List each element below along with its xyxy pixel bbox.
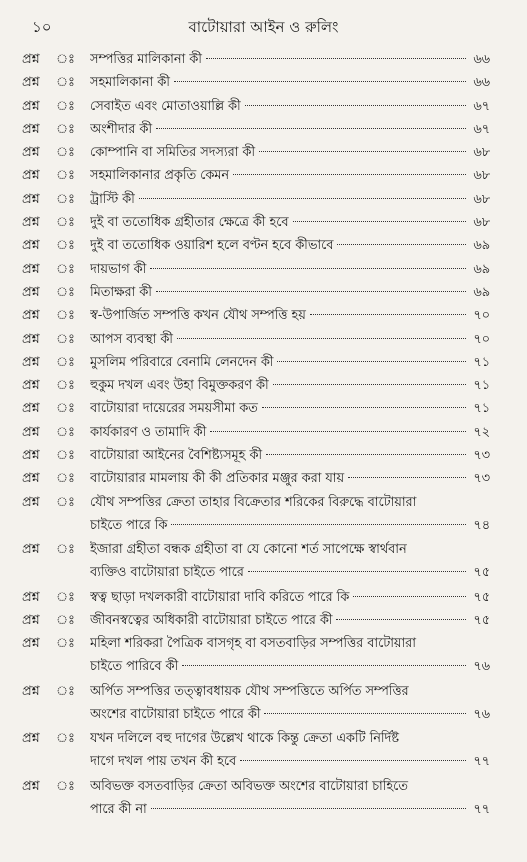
entry-text (90, 48, 490, 71)
entry-page-number: ৭০ (473, 308, 490, 324)
entry-title-line: জীবনস্বত্বের অধিকারী বাটোয়ারা চাইতে পারে কী (90, 612, 333, 628)
toc-entry (0, 374, 527, 397)
entry-page-number: ৬৮ (473, 191, 490, 207)
running-title: বাটোয়ারা আইন ও রুলিং (188, 18, 339, 36)
dot-leader (150, 268, 466, 269)
entry-page-number: ৬৮ (473, 215, 490, 231)
entry-title-line: চাইতে পারে কি (90, 517, 168, 533)
toc-entry (0, 48, 527, 71)
question-colon: ঃ (56, 612, 75, 628)
question-label: প্রশ্ন (22, 401, 40, 417)
question-colon: ঃ (56, 683, 75, 699)
toc-entry (0, 444, 527, 467)
question-colon: ঃ (56, 354, 75, 370)
entry-title-line: অংশীদার কী (90, 121, 152, 137)
entry-text (90, 609, 490, 632)
dot-leader (248, 571, 466, 572)
dot-leader (259, 151, 466, 152)
entry-title-line: মুসলিম পরিবারে বেনামি লেনদেন কী (90, 354, 274, 370)
question-label: প্রশ্ন (22, 52, 40, 67)
dot-leader (337, 244, 466, 245)
entry-page-number: ৭১ (473, 401, 490, 417)
question-colon: ঃ (56, 284, 75, 300)
entry-text (90, 538, 490, 584)
entry-page-number: ৭৭ (473, 801, 490, 817)
entry-text (90, 71, 490, 94)
toc-entry (0, 775, 527, 823)
toc-entry (0, 632, 527, 680)
question-colon: ঃ (56, 168, 75, 184)
entry-page-number: ৭৩ (473, 448, 490, 464)
toc-entry (0, 328, 527, 351)
entry-title-line: সম্পত্তির মালিকানা কী (90, 52, 202, 67)
toc-entry (0, 71, 527, 94)
question-colon: ঃ (56, 378, 75, 394)
question-colon: ঃ (56, 731, 75, 747)
entry-page-number: ৬৮ (473, 145, 490, 161)
entry-page-number: ৭৬ (473, 706, 490, 722)
entry-page-number: ৭৫ (473, 589, 490, 605)
entry-text (90, 281, 490, 304)
toc-entry (0, 680, 527, 728)
dot-leader (174, 81, 466, 82)
question-colon: ঃ (56, 98, 75, 114)
toc-entry (0, 164, 527, 187)
dot-leader (310, 314, 466, 315)
question-label: প্রশ্ন (22, 683, 40, 699)
entry-text (90, 586, 490, 609)
question-label: প্রশ্ন (22, 238, 40, 254)
entry-page-number: ৬৯ (473, 261, 490, 277)
question-label: প্রশ্ন (22, 731, 40, 747)
question-colon: ঃ (56, 494, 75, 510)
page-number: ১০ (32, 18, 52, 36)
entry-title-line: মহিলা শরিকরা পৈত্রিক বাসগৃহ বা বসতবাড়ির সম্পত্তির বাটোয়ারা (90, 636, 416, 652)
entry-text (90, 397, 490, 420)
question-label: প্রশ্ন (22, 75, 40, 91)
table-of-contents (0, 48, 527, 822)
dot-leader (240, 760, 466, 761)
entry-page-number: ৭৭ (473, 754, 490, 770)
entry-text (90, 234, 490, 257)
entry-title-line: হুকুম দখল এবং উহা বিমুক্তকরণ কী (90, 378, 269, 394)
question-colon: ঃ (56, 308, 75, 324)
dot-leader (177, 338, 466, 339)
entry-title-line: কার্যকারণ ও তামাদি কী (90, 424, 207, 440)
entry-page-number: ৬৯ (473, 284, 490, 300)
question-label: প্রশ্ন (22, 121, 40, 137)
question-colon: ঃ (56, 261, 75, 277)
dot-leader (151, 808, 466, 809)
question-label: প্রশ্ন (22, 98, 40, 114)
entry-page-number: ৭৬ (473, 659, 490, 675)
entry-title-line: ব্যক্তিও বাটোয়ারা চাইতে পারে (90, 565, 244, 581)
entry-title-line: ইজারা গ্রহীতা বন্ধক গ্রহীতা বা যে কোনো শর্ত সাপেক্ষে স্বার্থবান (90, 542, 407, 558)
question-label: প্রশ্ন (22, 378, 40, 394)
dot-leader (245, 105, 466, 106)
entry-text (90, 118, 490, 141)
entry-title-line: অর্পিত সম্পত্তির তত্ত্বাবধায়ক যৌথ সম্পত্তিতে অর্পিত সম্পত্তির (90, 683, 409, 699)
toc-entry (0, 609, 527, 632)
question-label: প্রশ্ন (22, 145, 40, 161)
question-label: প্রশ্ন (22, 424, 40, 440)
question-label: প্রশ্ন (22, 778, 40, 794)
entry-text (90, 727, 490, 773)
toc-entry (0, 397, 527, 420)
entry-text (90, 188, 490, 211)
entry-title-line: যখন দলিলে বহু দাগের উল্লেখ থাকে কিন্তু ক্রেতা একটি নির্দিষ্ট (90, 731, 399, 747)
question-colon: ঃ (56, 424, 75, 440)
dot-leader (348, 477, 466, 478)
entry-page-number: ৭১ (473, 378, 490, 394)
dot-leader (262, 407, 466, 408)
entry-text (90, 374, 490, 397)
entry-title-line: বাটোয়ারা দায়েরের সময়সীমা কত (90, 401, 258, 417)
entry-title-line: মিতাক্ষরা কী (90, 284, 152, 300)
question-colon: ঃ (56, 121, 75, 137)
dot-leader (210, 431, 466, 432)
entry-page-number: ৬৭ (473, 98, 490, 114)
toc-entry (0, 538, 527, 586)
entry-title-line: দায়ভাগ কী (90, 261, 147, 277)
question-colon: ঃ (56, 331, 75, 347)
entry-text (90, 421, 490, 444)
entry-title-line: দুই বা ততোধিক গ্রহীতার ক্ষেত্রে কী হবে (90, 215, 289, 231)
toc-entry (0, 211, 527, 234)
entry-text (90, 491, 490, 537)
entry-text (90, 467, 490, 490)
entry-title-line: বাটোয়ারার মামলায় কী কী প্রতিকার মঞ্জুর করা যায় (90, 471, 345, 487)
dot-leader (139, 198, 466, 199)
entry-text (90, 211, 490, 234)
entry-title-line: আপস ব্যবস্থা কী (90, 331, 173, 347)
entry-page-number: ৭১ (473, 354, 490, 370)
dot-leader (353, 596, 466, 597)
question-colon: ঃ (56, 636, 75, 652)
question-colon: ঃ (56, 215, 75, 231)
entry-page-number: ৬৯ (473, 238, 490, 254)
entry-text (90, 775, 490, 821)
dot-leader (182, 665, 466, 666)
toc-entry (0, 304, 527, 327)
toc-entry (0, 141, 527, 164)
toc-entry (0, 281, 527, 304)
entry-page-number: ৭৪ (473, 517, 490, 533)
question-label: প্রশ্ন (22, 261, 40, 277)
dot-leader (277, 361, 466, 362)
dot-leader (273, 384, 466, 385)
dot-leader (266, 454, 466, 455)
entry-title-line: অবিভক্ত বসতবাড়ির ক্রেতা অবিভক্ত অংশের বাটোয়ারা চাহিতে (90, 778, 408, 794)
entry-title-line: অংশের বাটোয়ারা চাইতে পারে কী (90, 706, 261, 722)
entry-title-line: বাটোয়ারা আইনের বৈশিষ্ট্যসমূহ কী (90, 448, 263, 464)
toc-entry (0, 491, 527, 539)
dot-leader (156, 291, 466, 292)
question-label: প্রশ্ন (22, 168, 40, 184)
entry-title-line: চাইতে পারিবে কী (90, 659, 179, 675)
question-label: প্রশ্ন (22, 636, 40, 652)
question-label: প্রশ্ন (22, 494, 40, 510)
question-colon: ঃ (56, 75, 75, 91)
entry-text (90, 351, 490, 374)
entry-page-number: ৭৫ (473, 565, 490, 581)
toc-entry (0, 234, 527, 257)
entry-page-number: ৭৫ (473, 612, 490, 628)
dot-leader (206, 58, 466, 59)
toc-entry (0, 188, 527, 211)
entry-text (90, 328, 490, 351)
entry-page-number: ৬৭ (473, 121, 490, 137)
question-label: প্রশ্ন (22, 612, 40, 628)
entry-title-line: স্ব-উপার্জিত সম্পত্তি কখন যৌথ সম্পত্তি হয় (90, 308, 306, 324)
entry-title-line: কোম্পানি বা সমিতির সদস্যরা কী (90, 145, 256, 161)
question-label: প্রশ্ন (22, 471, 40, 487)
question-label: প্রশ্ন (22, 308, 40, 324)
question-colon: ঃ (56, 238, 75, 254)
entry-title-line: সেবাইত এবং মোতাওয়াল্লি কী (90, 98, 241, 114)
toc-entry (0, 118, 527, 141)
dot-leader (233, 174, 466, 175)
entry-title-line: পারে কী না (90, 801, 147, 817)
question-label: প্রশ্ন (22, 191, 40, 207)
toc-entry (0, 421, 527, 444)
entry-title-line: দাগে দখল পায় তখন কী হবে (90, 754, 237, 770)
toc-entry (0, 95, 527, 118)
entry-title-line: যৌথ সম্পত্তির ক্রেতা তাহার বিক্রেতার শরিকের বিরুদ্ধে বাটোয়ারা (90, 494, 417, 510)
entry-text (90, 444, 490, 467)
question-colon: ঃ (56, 471, 75, 487)
question-colon: ঃ (56, 778, 75, 794)
question-label: প্রশ্ন (22, 215, 40, 231)
dot-leader (264, 713, 466, 714)
toc-entry (0, 258, 527, 281)
question-label: প্রশ্ন (22, 542, 40, 558)
entry-text (90, 95, 490, 118)
entry-text (90, 680, 490, 726)
entry-page-number: ৬৬ (473, 75, 490, 91)
entry-title-line: ট্রাস্টি কী (90, 191, 135, 207)
question-label: প্রশ্ন (22, 284, 40, 300)
question-colon: ঃ (56, 589, 75, 605)
entry-title-line: সহমালিকানার প্রকৃতি কেমন (90, 168, 230, 184)
entry-text (90, 632, 490, 678)
dot-leader (336, 619, 466, 620)
question-label: প্রশ্ন (22, 448, 40, 464)
entry-page-number: ৬৬ (473, 52, 490, 67)
entry-title-line: দুই বা ততোধিক ওয়ারিশ হলে বণ্টন হবে কীভাবে (90, 238, 334, 254)
question-colon: ঃ (56, 542, 75, 558)
entry-title-line: স্বত্ব ছাড়া দখলকারী বাটোয়ারা দাবি করিতে পারে কি (90, 589, 350, 605)
question-label: প্রশ্ন (22, 354, 40, 370)
entry-page-number: ৭২ (473, 424, 490, 440)
question-colon: ঃ (56, 145, 75, 161)
entry-page-number: ৬৮ (473, 168, 490, 184)
toc-entry (0, 586, 527, 609)
question-colon: ঃ (56, 401, 75, 417)
dot-leader (293, 221, 467, 222)
entry-title-line: সহমালিকানা কী (90, 75, 170, 91)
toc-entry (0, 467, 527, 490)
entry-text (90, 164, 490, 187)
toc-entry (0, 727, 527, 775)
question-label: প্রশ্ন (22, 589, 40, 605)
question-colon: ঃ (56, 191, 75, 207)
entry-text (90, 258, 490, 281)
question-label: প্রশ্ন (22, 331, 40, 347)
entry-text (90, 304, 490, 327)
dot-leader (156, 128, 466, 129)
page-header (22, 16, 505, 40)
entry-page-number: ৭০ (473, 331, 490, 347)
entry-page-number: ৭৩ (473, 471, 490, 487)
entry-text (90, 141, 490, 164)
question-colon: ঃ (56, 52, 75, 67)
toc-entry (0, 351, 527, 374)
question-colon: ঃ (56, 448, 75, 464)
dot-leader (171, 524, 466, 525)
